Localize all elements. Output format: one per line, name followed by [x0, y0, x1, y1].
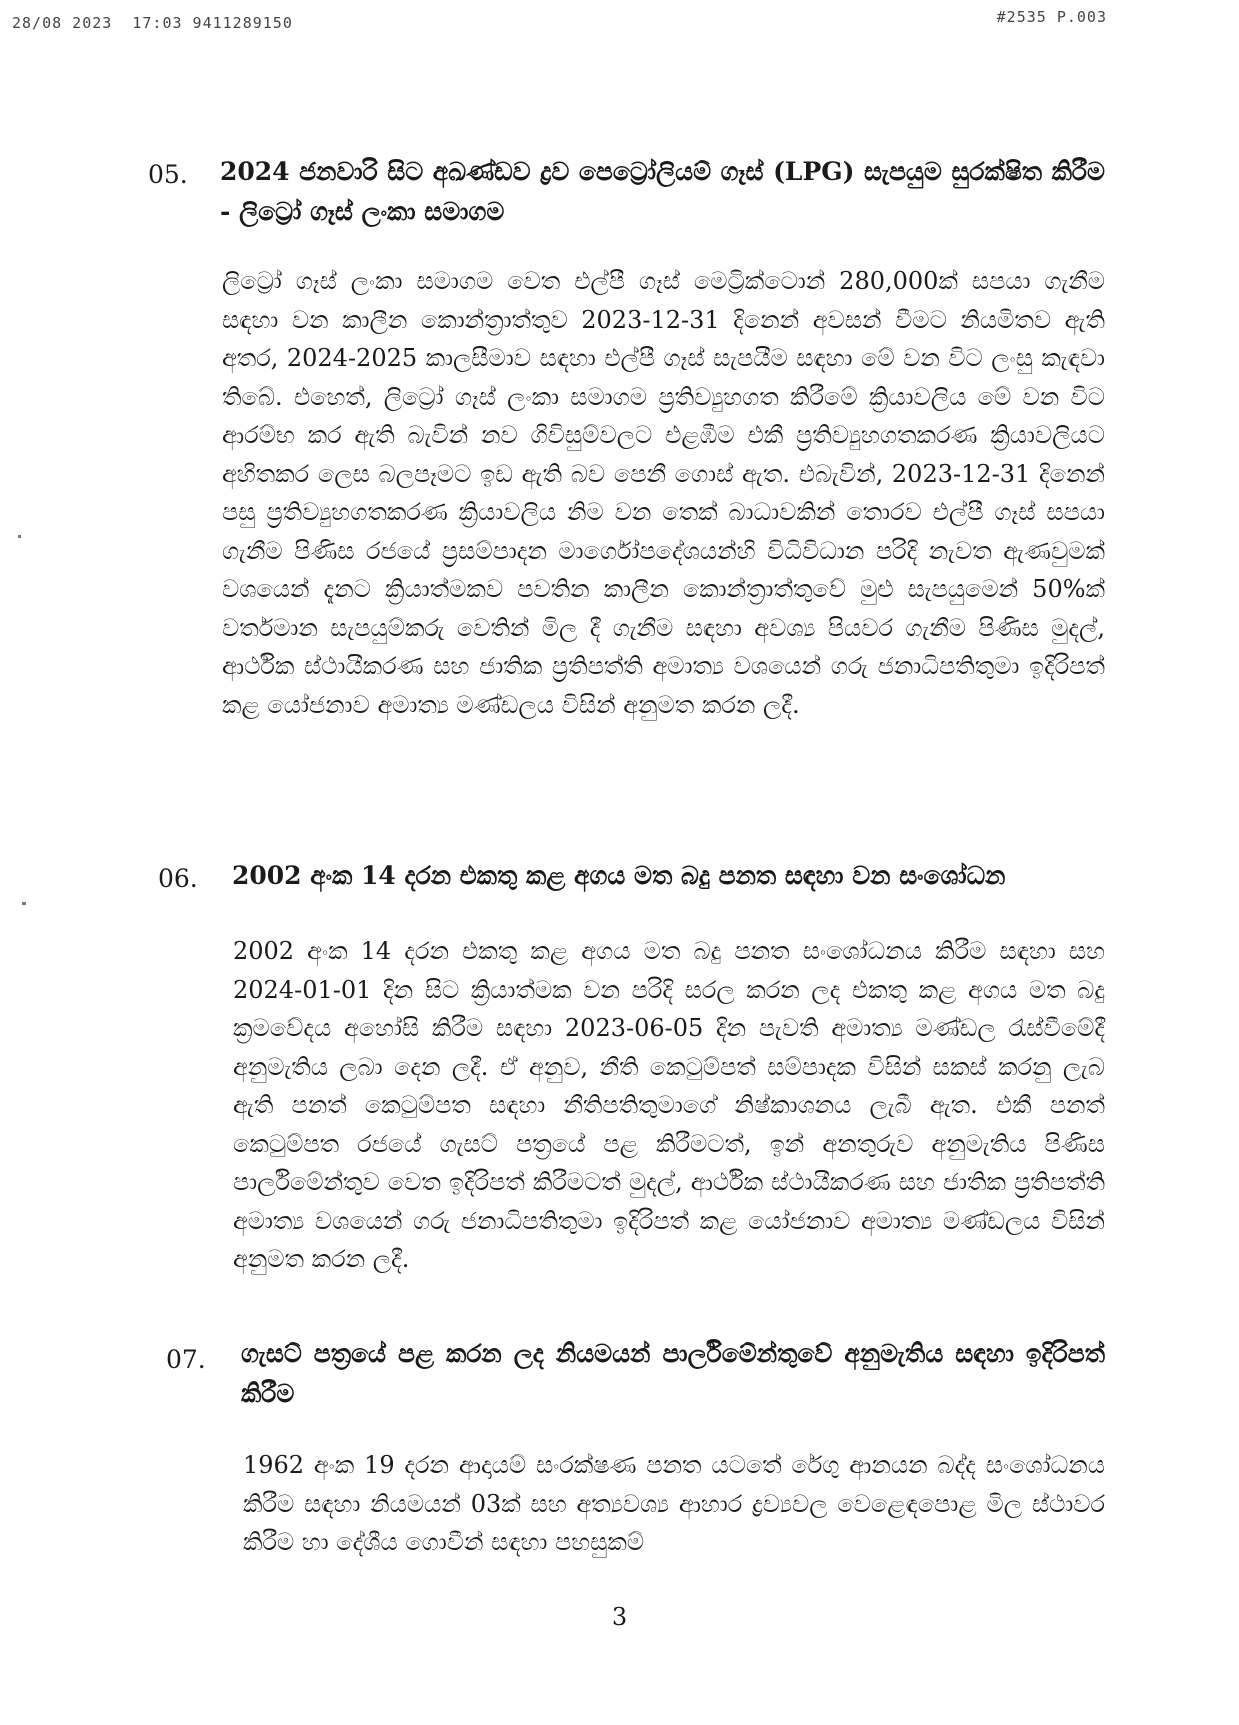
- item-number: 06.: [158, 864, 198, 893]
- item-title: ගැසට් පත්‍රයේ පළ කරන ලද නියමයන් පාර්ලිමේන්තුවේ අනුමැතිය සඳහා ඉදිරිපත් කිරීම: [241, 1339, 1105, 1408]
- item-body: 2002 අංක 14 දරන එකතු කළ අගය මත බදු පනත සංශෝධනය කිරීම සඳහා සහ 2024-01-01 දින සිට ක්‍රියාත්මක වන පරිදි සරල කරන ලද එකතු කළ අගය මත බදු ක්‍රමවේදය අහෝසි කිරීම සඳහා 2023-06-05 දින පැවති අමාත්‍ය මණ්ඩල රැස්වීමේදී අනුමැතිය ලබා දෙන ලදී. ඒ අනුව, නීති කෙටුම්පත් සම්පාදක විසින් සකස් කරනු ලැබ ඇති පනත් කෙටුම්පත සඳහා නීතිපතිතුමාගේ නිෂ්කාශනය ලැබී ඇත. එකී පනත් කෙටුම්පත රජයේ ගැසට් පත්‍රයේ පළ කිරීමටත්, ඉන් අනතුරුව අනුමැතිය පිණිස පාර්ලිමේන්තුව වෙත ඉදිරිපත් කිරීමටත් මුදල්, ආර්ථික ස්ථායීකරණ සහ ජාතික ප්‍රතිපත්ති අමාත්‍ය වශයෙන් ගරු ජනාධිපතිතුමා ඉදිරිපත් කළ යෝජනාව අමාත්‍ය මණ්ඩලය විසින් අනුමත කරන ලදී.: [233, 937, 1105, 1273]
- scan-speck: [18, 535, 21, 538]
- item-title: 2002 අංක 14 දරන එකතු කළ අගය මත බදු පනත සඳහා වන සංශෝධන: [232, 861, 1006, 890]
- page-number: 3: [611, 1603, 628, 1631]
- item-body: 1962 අංක 19 දරන ආදායම් සංරක්ෂණ පනත යටතේ රේගු ආනයන බද්ද සංශෝධනය කිරීම සඳහා නියමයන් 03ක් සහ අත්‍යවශ්‍ය ආහාර ද්‍රව්‍යවල වෙළෙඳපොළ මිල ස්ථාවර කිරීම හා දේශීය ගොවීන් සඳහා පහසුකම්: [243, 1451, 1105, 1556]
- fax-header-left: 28/08 2023 17:03 9411289150: [12, 14, 293, 32]
- item-title: 2024 ජනවාරි සිට අඛණ්ඩව ද්‍රව පෙට්‍රෝලියම් ගෑස් (LPG) සැපයුම සුරක්ෂිත කිරීම - ලිට්‍රෝ ගෑස් ලංකා සමාගම: [220, 157, 1105, 226]
- item-number: 05.: [148, 160, 188, 189]
- fax-header-right: #2535 P.003: [996, 8, 1107, 26]
- item-body: ලිට්‍රෝ ගෑස් ලංකා සමාගම වෙත එල්පී ගෑස් මෙට්‍රික්ටොන් 280,000ක් සපයා ගැනීම සඳහා වන කාලීන කොන්ත්‍රාත්තුව 2023-12-31 දිනෙන් අවසන් වීමට නියමිතව ඇති අතර, 2024-2025 කාලසීමාව සඳහා එල්පී ගෑස් සැපයීම සඳහා මේ වන විට ලංසු කැඳවා තිබේ. එහෙත්, ලිට්‍රෝ ගෑස් ලංකා සමාගම ප්‍රතිව්‍යුහගත කිරීමේ ක්‍රියාවලිය මේ වන විට ආරම්භ කර ඇති බැවින් නව ගිවිසුම්වලට එළඹීම එකී ප්‍රතිව්‍යුහගතකරණ ක්‍රියාවලියට අහිතකර ලෙස බලපෑමට ඉඩ ඇති බව පෙනී ගොස් ඇත. එබැවින්, 2023-12-31 දිනෙන් පසු ප්‍රතිව්‍යුහගතකරණ ක්‍රියාවලිය නිම වන තෙක් බාධාවකින් තොරව එල්පී ගෑස් සපයා ගැනීම පිණිස රජයේ ප්‍රසම්පාදන මාර්ගෝපදේශයන්හි විධිවිධාන පරිදි නැවත ඇණවුමක් වශයෙන් දැනට ක්‍රියාත්මකව පවතින කාලීන කොන්ත්‍රාත්තුවේ මුළු සැපයුමෙන් 50%ක් වර්තමාන සැපයුම්කරු වෙතින් මිල දී ගැනීම සඳහා අවශ්‍ය පියවර ගැනීම පිණිස මුදල්, ආර්ථික ස්ථායීකරණ සහ ජාතික ප්‍රතිපත්ති අමාත්‍ය වශයෙන් ගරු ජනාධිපතිතුමා ඉදිරිපත් කළ යෝජනාව අමාත්‍ය මණ්ඩලය විසින් අනුමත කරන ලදී.: [222, 267, 1105, 719]
- item-number: 07.: [166, 1345, 206, 1374]
- scan-speck: [22, 902, 26, 905]
